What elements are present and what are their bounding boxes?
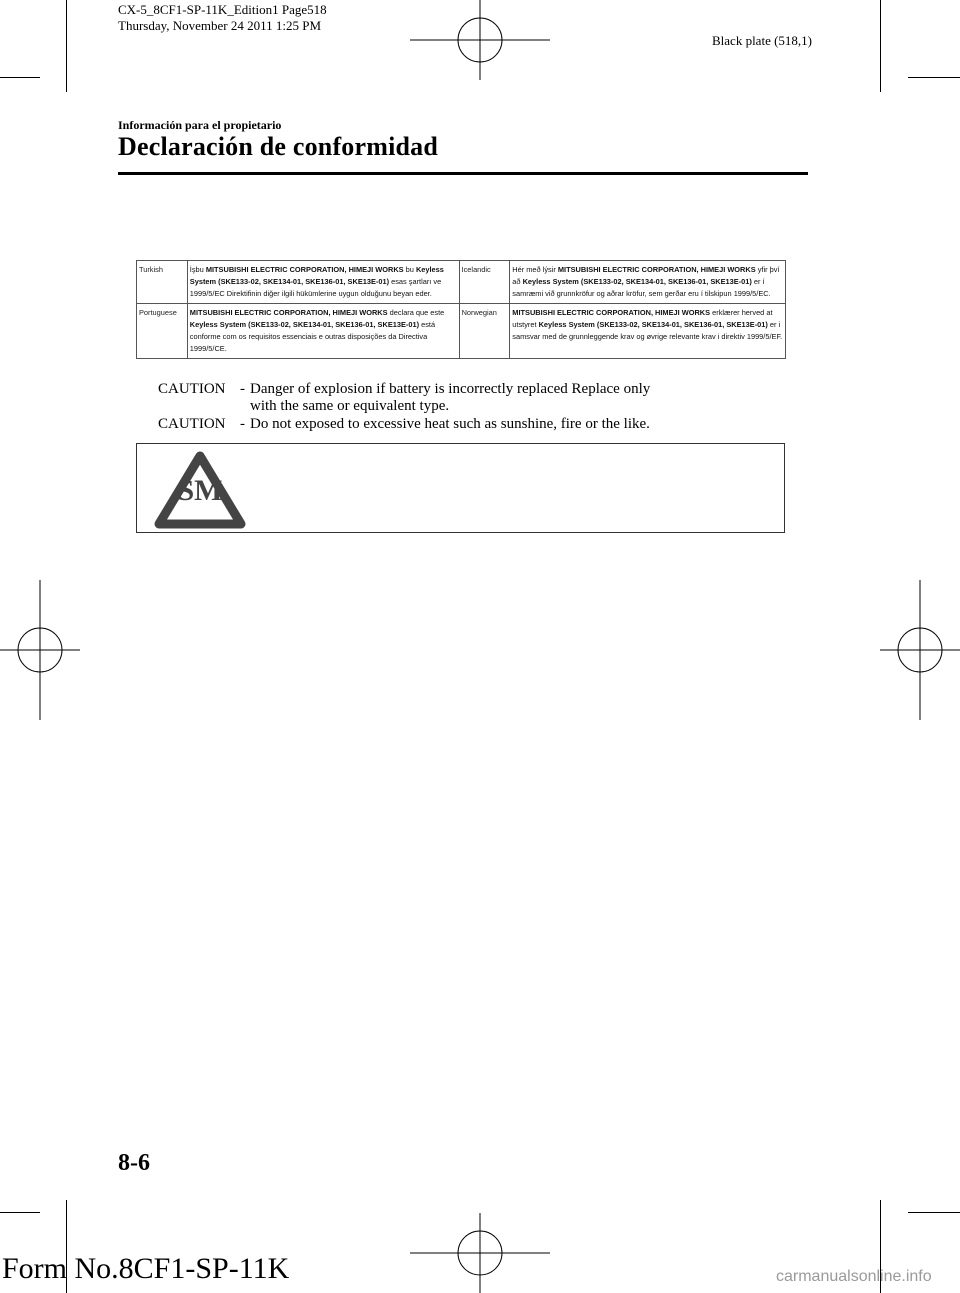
- declaration-language: Portuguese: [137, 304, 188, 359]
- declaration-text-part: declara que este: [387, 308, 445, 317]
- header-file-line: CX-5_8CF1-SP-11K_Edition1 Page518: [118, 2, 327, 17]
- certification-logo-box: [136, 443, 785, 533]
- registration-mark-top-icon: [410, 0, 550, 80]
- declaration-text-part: bu: [403, 265, 416, 274]
- registration-mark-right-icon: [880, 580, 960, 720]
- declaration-text-bold: MITSUBISHI ELECTRIC CORPORATION, HIMEJI WORKS: [512, 308, 711, 317]
- caution-text: Danger of explosion if battery is incorrectly replaced Replace only: [250, 381, 651, 397]
- header-plate: Black plate (518,1): [712, 33, 812, 48]
- crop-mark-top-left-h: [0, 77, 40, 78]
- declaration-language: Turkish: [137, 261, 188, 304]
- registration-mark-left-icon: [0, 580, 80, 720]
- declaration-text-bold: Keyless System (SKE133-02, SKE134-01, SKE136-01, SKE13E-01): [522, 277, 752, 286]
- caution-dash: -: [240, 416, 245, 432]
- crop-mark-top-right-v: [880, 0, 881, 92]
- watermark: carmanualsonline.info: [776, 1268, 932, 1285]
- declaration-text: [187, 261, 459, 304]
- declaration-language: Icelandic: [459, 261, 510, 304]
- declaration-text-part: esas şartları ve 1999/5/EC Direktifinin diğer ilgili hükümlerine uygun olduğunu beyan eder.: [189, 277, 442, 298]
- crop-mark-top-right-h: [908, 77, 960, 78]
- svg-text:SM: SM: [177, 474, 223, 507]
- page-title: Declaración de conformidad: [118, 132, 439, 161]
- caution-text: Do not exposed to excessive heat such as sunshine, fire or the like.: [250, 416, 650, 432]
- crop-mark-bottom-left-h: [0, 1212, 40, 1213]
- declaration-text-bold: MITSUBISHI ELECTRIC CORPORATION, HIMEJI WORKS: [205, 265, 404, 274]
- declaration-text-bold: Keyless System (SKE133-02, SKE134-01, SKE136-01, SKE13E-01): [189, 320, 420, 329]
- caution-2: [158, 416, 798, 433]
- section-label: Información para el propietario: [118, 118, 282, 132]
- crop-mark-top-left-v: [66, 0, 67, 92]
- declaration-text-bold: Keyless System (SKE133-02, SKE134-01, SKE136-01, SKE13E-01): [189, 265, 444, 286]
- declaration-row: [137, 304, 786, 359]
- declaration-text: [187, 304, 459, 359]
- declaration-row: [137, 261, 786, 304]
- sm-certification-mark-icon: [153, 450, 247, 530]
- declaration-language: Norwegian: [459, 304, 510, 359]
- declaration-text-part: er i samsvar med de grunnleggende krav og øvrige relevante krav i direktiv 1999/5/EF.: [512, 320, 783, 341]
- declaration-text: [510, 261, 786, 304]
- caution-label: CAUTION: [158, 381, 226, 397]
- declaration-text-part: yfir því að: [512, 265, 780, 286]
- caution-dash: -: [240, 381, 245, 397]
- declaration-text-part: Hér með lýsir: [512, 265, 558, 274]
- registration-mark-bottom-icon: [410, 1213, 550, 1293]
- title-rule: [118, 172, 808, 175]
- declaration-text-part: está conforme com os requisitos essenciais e outras disposições da Directiva 1999/5/CE.: [189, 320, 436, 353]
- declaration-text-bold: Keyless System (SKE133-02, SKE134-01, SKE136-01, SKE13E-01): [538, 320, 768, 329]
- declaration-text-part: erklærer herved at utstyret: [512, 308, 773, 329]
- page-number: 8-6: [118, 1150, 150, 1176]
- declaration-text-bold: MITSUBISHI ELECTRIC CORPORATION, HIMEJI WORKS: [557, 265, 756, 274]
- header-date-line: Thursday, November 24 2011 1:25 PM: [118, 18, 322, 33]
- declaration-text-part: er í samræmi við grunnkröfur og aðrar kröfur, sem gerðar eru í tilskipun 1999/5/EC.: [512, 277, 771, 298]
- crop-mark-bottom-right-h: [908, 1212, 960, 1213]
- caution-label: CAUTION: [158, 416, 226, 432]
- declaration-text: [510, 304, 786, 359]
- caution-text-cont: with the same or equivalent type.: [250, 398, 450, 414]
- caution-1: [158, 381, 798, 415]
- form-number: Form No.8CF1-SP-11K: [2, 1252, 290, 1285]
- declaration-table: [136, 260, 786, 359]
- declaration-text-part: İşbu: [189, 265, 206, 274]
- declaration-text-bold: MITSUBISHI ELECTRIC CORPORATION, HIMEJI WORKS: [189, 308, 388, 317]
